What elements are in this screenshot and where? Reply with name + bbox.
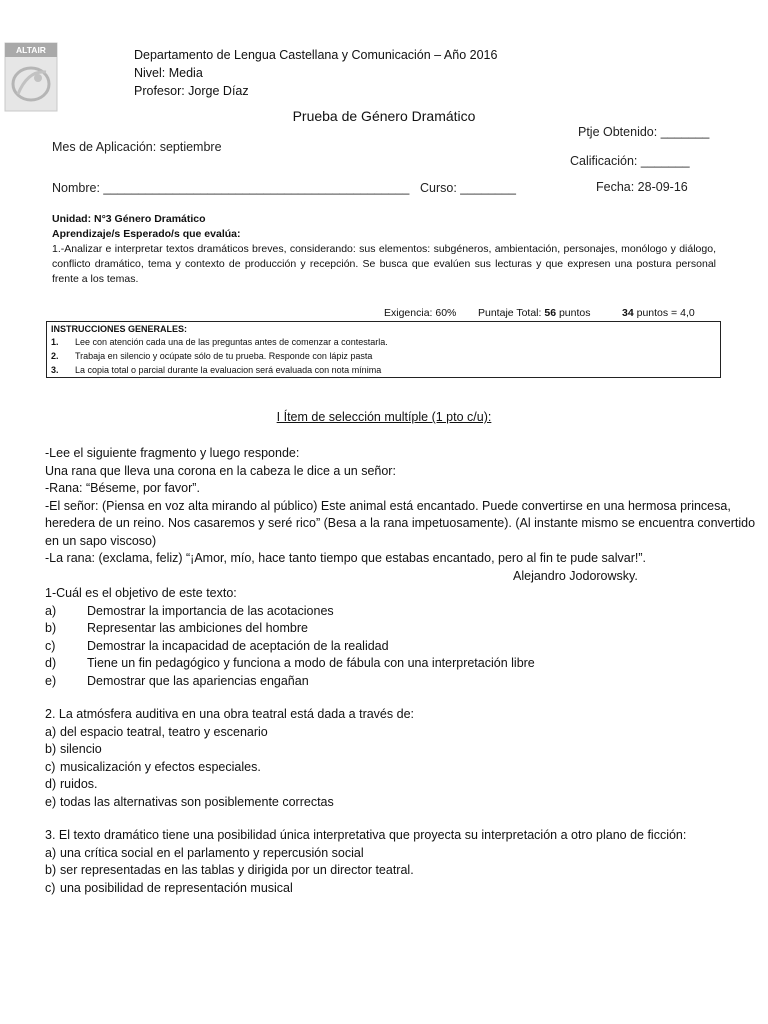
answer-option[interactable]	[45, 759, 760, 777]
dialogue-text: “Béseme, por favor”.	[82, 481, 200, 495]
total-score-unit: puntos	[558, 307, 591, 319]
option-text: ruidos.	[60, 777, 98, 791]
instruction-number: 3.	[51, 365, 59, 375]
total-score-label: Puntaje Total:	[478, 307, 542, 319]
learning-label: Aprendizaje/s Esperado/s que evalúa:	[52, 228, 241, 240]
option-letter: d)	[45, 656, 57, 670]
altair-logo-icon	[4, 42, 58, 112]
fragment-line	[45, 550, 760, 568]
question-1	[45, 585, 760, 690]
question-2	[45, 706, 760, 811]
answer-option[interactable]	[45, 794, 760, 812]
requirement-info	[384, 307, 456, 319]
fragment-line	[45, 498, 760, 551]
grade-scale-rest: puntos = 4,0	[636, 307, 695, 319]
date-label: Fecha: 28-09-16	[596, 180, 688, 194]
unit-block	[52, 212, 716, 287]
option-text: Demostrar la importancia de las acotaciones	[87, 603, 334, 618]
option-letter: c)	[45, 759, 56, 774]
option-text: Tiene un fin pedagógico y funciona a modo de fábula con una interpretación libre	[87, 656, 535, 670]
answer-option[interactable]	[45, 776, 760, 794]
option-letter: e)	[45, 673, 57, 688]
option-letter: b)	[45, 863, 57, 877]
answer-option[interactable]	[45, 638, 760, 656]
fragment-line	[45, 480, 760, 498]
option-text: Representar las ambiciones del hombre	[87, 621, 308, 635]
option-letter: a)	[45, 603, 57, 618]
option-text: del espacio teatral, teatro y escenario	[60, 724, 268, 739]
teacher-line: Profesor: Jorge Díaz	[134, 84, 249, 98]
answer-option[interactable]	[45, 862, 760, 880]
dialogue-text: (exclama, feliz) “¡Amor, mío, hace tanto tiempo que estabas encantado, pero al fin te pude salvar!”.	[95, 551, 647, 565]
section-title: I Ítem de selección multíple (1 pto c/u):	[276, 410, 492, 424]
option-letter: e)	[45, 794, 57, 809]
question-prompt: 1-Cuál es el objetivo de este texto:	[45, 586, 237, 600]
option-letter: b)	[45, 621, 57, 635]
speaker-label: -Rana:	[45, 481, 83, 495]
option-text: una posibilidad de representación musical	[60, 880, 293, 895]
grade-scale-points: 34	[622, 307, 634, 319]
option-letter: a)	[45, 724, 57, 739]
speaker-label: -El señor:	[45, 498, 99, 513]
option-text: Demostrar que las apariencias engañan	[87, 673, 309, 688]
fragment-line: Una rana que lleva una corona en la cabeza le dice a un señor:	[45, 463, 396, 478]
question-3	[45, 827, 760, 897]
instruction-number: 1.	[51, 337, 59, 347]
option-letter: a)	[45, 845, 57, 860]
answer-option[interactable]	[45, 724, 760, 742]
unit-title: Unidad: N°3 Género Dramático	[52, 213, 206, 225]
instruction-item	[51, 335, 716, 349]
option-text: todas las alternativas son posiblemente correctas	[60, 794, 334, 809]
option-text: musicalización y efectos especiales.	[60, 759, 261, 774]
option-letter: c)	[45, 880, 56, 895]
total-score-value: 56	[544, 307, 557, 319]
requirement-value: 60%	[435, 307, 457, 319]
learning-description: 1.-Analizar e interpretar textos dramáticos breves, considerando: sus elementos: subgéneros, ambientación, personajes, monólogo y diálogo, conflicto dramático, tema y contexto de producción y recepción. Se busca que evalúen sus lecturas y que expresen una postura personal frente a los temas.	[52, 243, 716, 285]
option-text: ser representadas en las tablas y dirigida por un director teatral.	[60, 863, 414, 877]
requirement-label: Exigencia:	[384, 307, 433, 319]
fragment-intro: -Lee el siguiente fragmento y luego responde:	[45, 446, 300, 460]
altair-logo	[4, 42, 58, 112]
level-line: Nivel: Media	[134, 66, 203, 80]
instruction-number: 2.	[51, 351, 59, 361]
score-obtained-field[interactable]: Ptje Obtenido: _______	[578, 125, 710, 139]
grade-field[interactable]: Calificación: _______	[570, 154, 690, 168]
instruction-item	[51, 363, 716, 377]
answer-option[interactable]	[45, 655, 760, 673]
option-letter: c)	[45, 638, 56, 653]
instruction-text: Lee con atención cada una de las preguntas antes de comenzar a contestarla.	[75, 337, 388, 347]
answer-option[interactable]	[45, 673, 760, 691]
question-prompt: 3. El texto dramático tiene una posibilidad única interpretativa que proyecta su interpretación a otro plano de ficción:	[45, 828, 687, 842]
instruction-text: Trabaja en silencio y ocúpate sólo de tu prueba. Responde con lápiz pasta	[75, 351, 373, 361]
option-text: Demostrar la incapacidad de aceptación de la realidad	[87, 638, 389, 653]
instruction-text: La copia total o parcial durante la evaluacion será evaluada con nota mínima	[75, 365, 382, 375]
instructions-box	[46, 321, 721, 378]
speaker-label: -La rana:	[45, 551, 96, 565]
option-letter: d)	[45, 777, 57, 791]
option-text: silencio	[60, 742, 102, 756]
option-letter: b)	[45, 742, 57, 756]
grade-scale-info	[622, 307, 695, 319]
answer-option[interactable]	[45, 620, 760, 638]
instructions-heading: INSTRUCCIONES GENERALES:	[51, 324, 188, 334]
answer-option[interactable]	[45, 880, 760, 898]
page-title: Prueba de Género Dramático	[292, 108, 476, 124]
total-score-info	[478, 307, 591, 319]
option-text: una crítica social en el parlamento y repercusión social	[60, 845, 364, 860]
department-line: Departamento de Lengua Castellana y Comunicación – Año 2016	[134, 48, 498, 62]
application-month: Mes de Aplicación: septiembre	[52, 140, 222, 154]
fragment-author: Alejandro Jodorowsky.	[513, 568, 638, 583]
logo-text: ALTAIR	[16, 45, 46, 55]
course-field[interactable]: Curso: ________	[420, 181, 516, 195]
answer-option[interactable]	[45, 845, 760, 863]
name-field[interactable]: Nombre: ____________________________________________	[52, 181, 410, 195]
question-prompt: 2. La atmósfera auditiva en una obra teatral está dada a través de:	[45, 707, 414, 721]
dialogue-text: (Piensa en voz alta mirando al público) Este animal está encantado. Puede convertirse en una hermosa princesa, heredera de un reino. Nos casaremos y seré rico” (Besa a la rana impetuosamente). (Al instante mismo se encuentra convertido en un sapo viscoso)	[45, 498, 756, 548]
answer-option[interactable]	[45, 741, 760, 759]
text-fragment	[45, 445, 760, 585]
answer-option[interactable]	[45, 603, 760, 621]
instruction-item	[51, 349, 716, 363]
